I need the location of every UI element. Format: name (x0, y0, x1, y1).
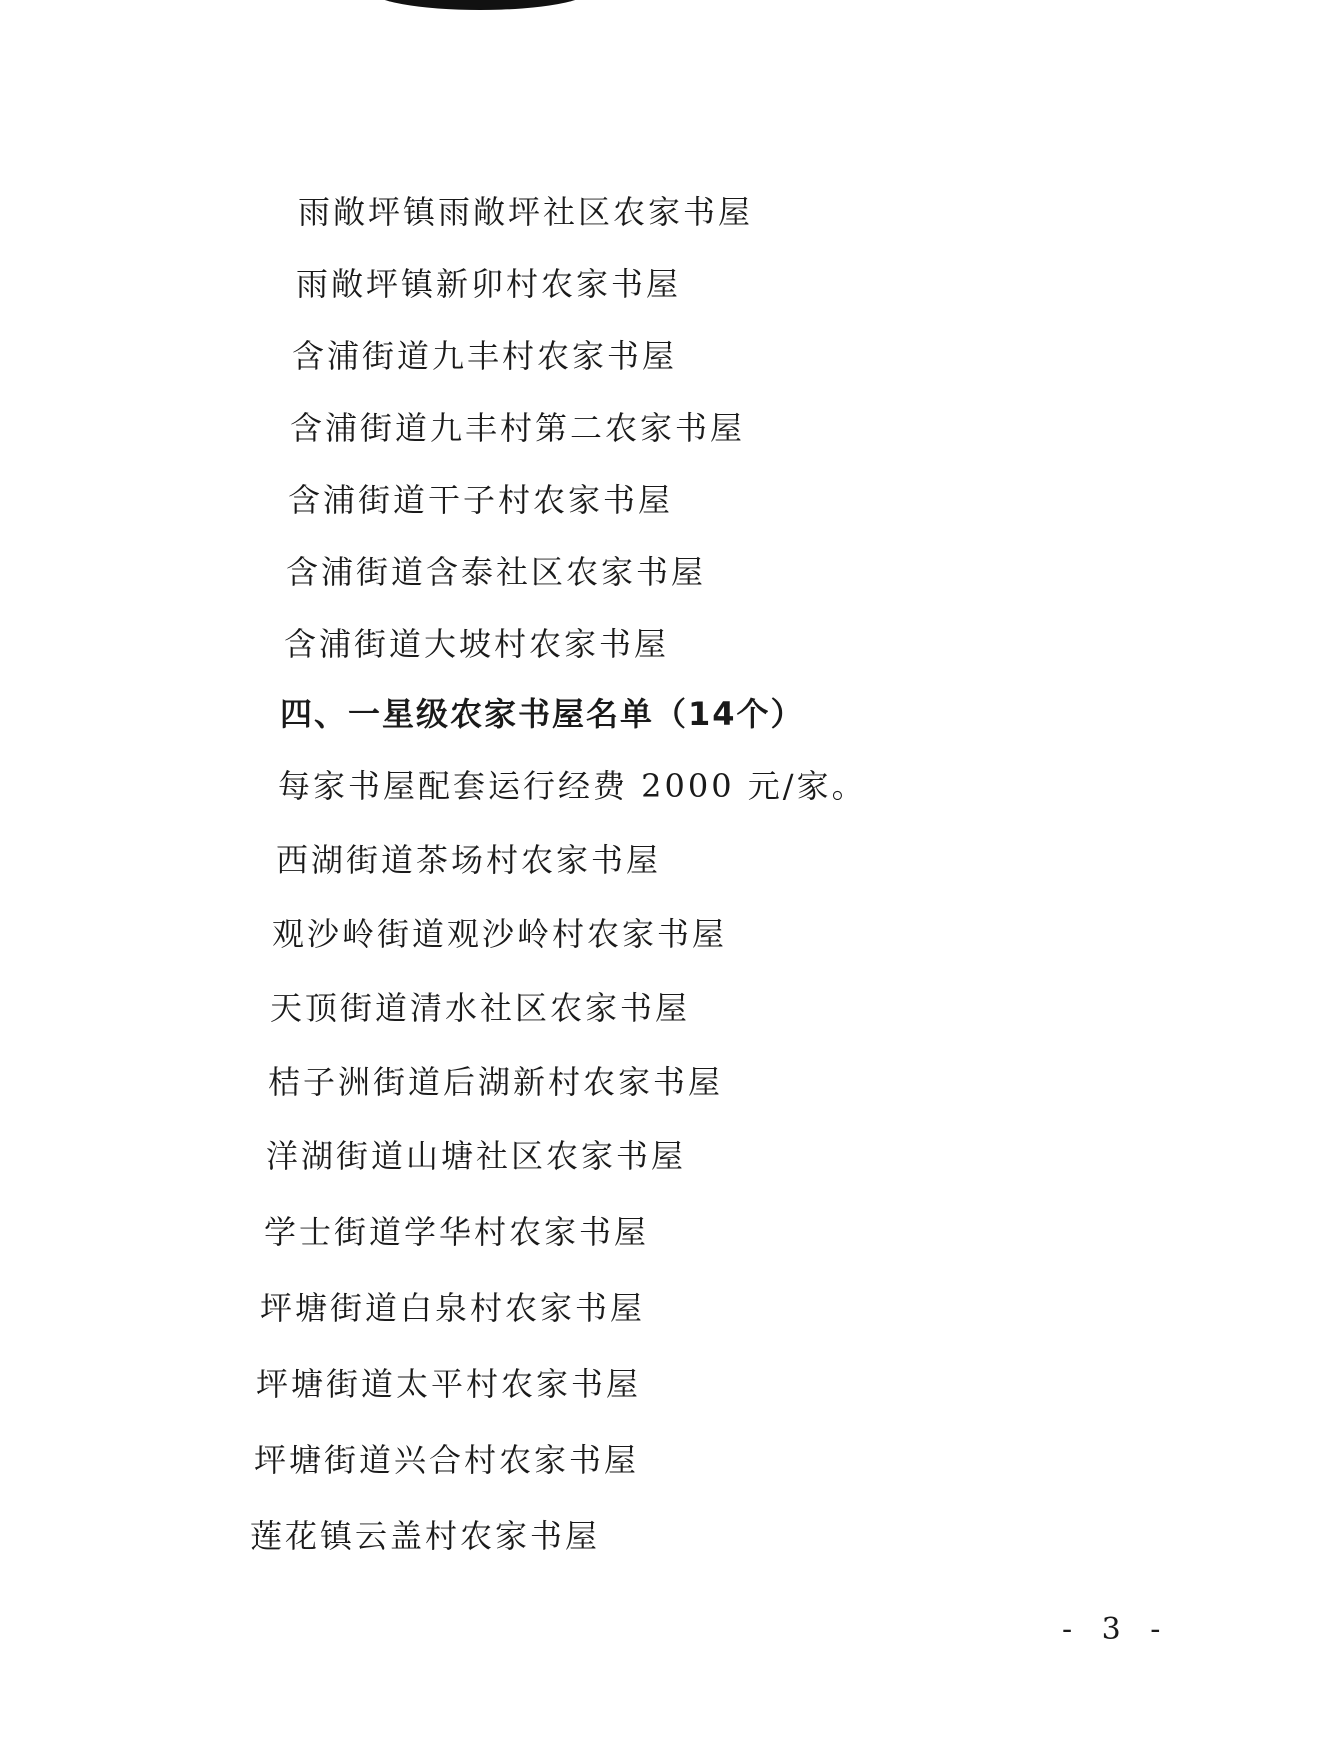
list-item: 含浦街道九丰村第二农家书屋 (290, 409, 746, 447)
list-item: 坪塘街道兴合村农家书屋 (254, 1441, 640, 1479)
list-item: 坪塘街道白泉村农家书屋 (260, 1289, 646, 1327)
list-item: 含浦街道九丰村农家书屋 (292, 337, 678, 375)
list-item: 观沙岭街道观沙岭村农家书屋 (272, 915, 728, 953)
list-item: 洋湖街道山塘社区农家书屋 (266, 1137, 687, 1175)
scan-edge-shadow (370, 0, 590, 10)
funding-note: 每家书屋配套运行经费 2000 元/家。 (278, 767, 867, 805)
list-item: 坪塘街道太平村农家书屋 (256, 1365, 642, 1403)
page-number: - 3 - (1062, 1612, 1171, 1647)
list-item: 天顶街道清水社区农家书屋 (270, 989, 691, 1027)
list-item: 桔子洲街道后湖新村农家书屋 (268, 1063, 724, 1101)
list-item: 莲花镇云盖村农家书屋 (250, 1517, 601, 1555)
list-item: 雨敞坪镇雨敞坪社区农家书屋 (298, 193, 754, 231)
list-item: 雨敞坪镇新卯村农家书屋 (296, 265, 682, 303)
list-item: 含浦街道含泰社区农家书屋 (286, 553, 707, 591)
list-item: 含浦街道大坡村农家书屋 (284, 625, 670, 663)
section-heading: 四、一星级农家书屋名单（14个） (280, 695, 805, 733)
list-item: 学士街道学华村农家书屋 (264, 1213, 650, 1251)
list-item: 西湖街道茶场村农家书屋 (276, 841, 662, 879)
list-item: 含浦街道干子村农家书屋 (288, 481, 674, 519)
